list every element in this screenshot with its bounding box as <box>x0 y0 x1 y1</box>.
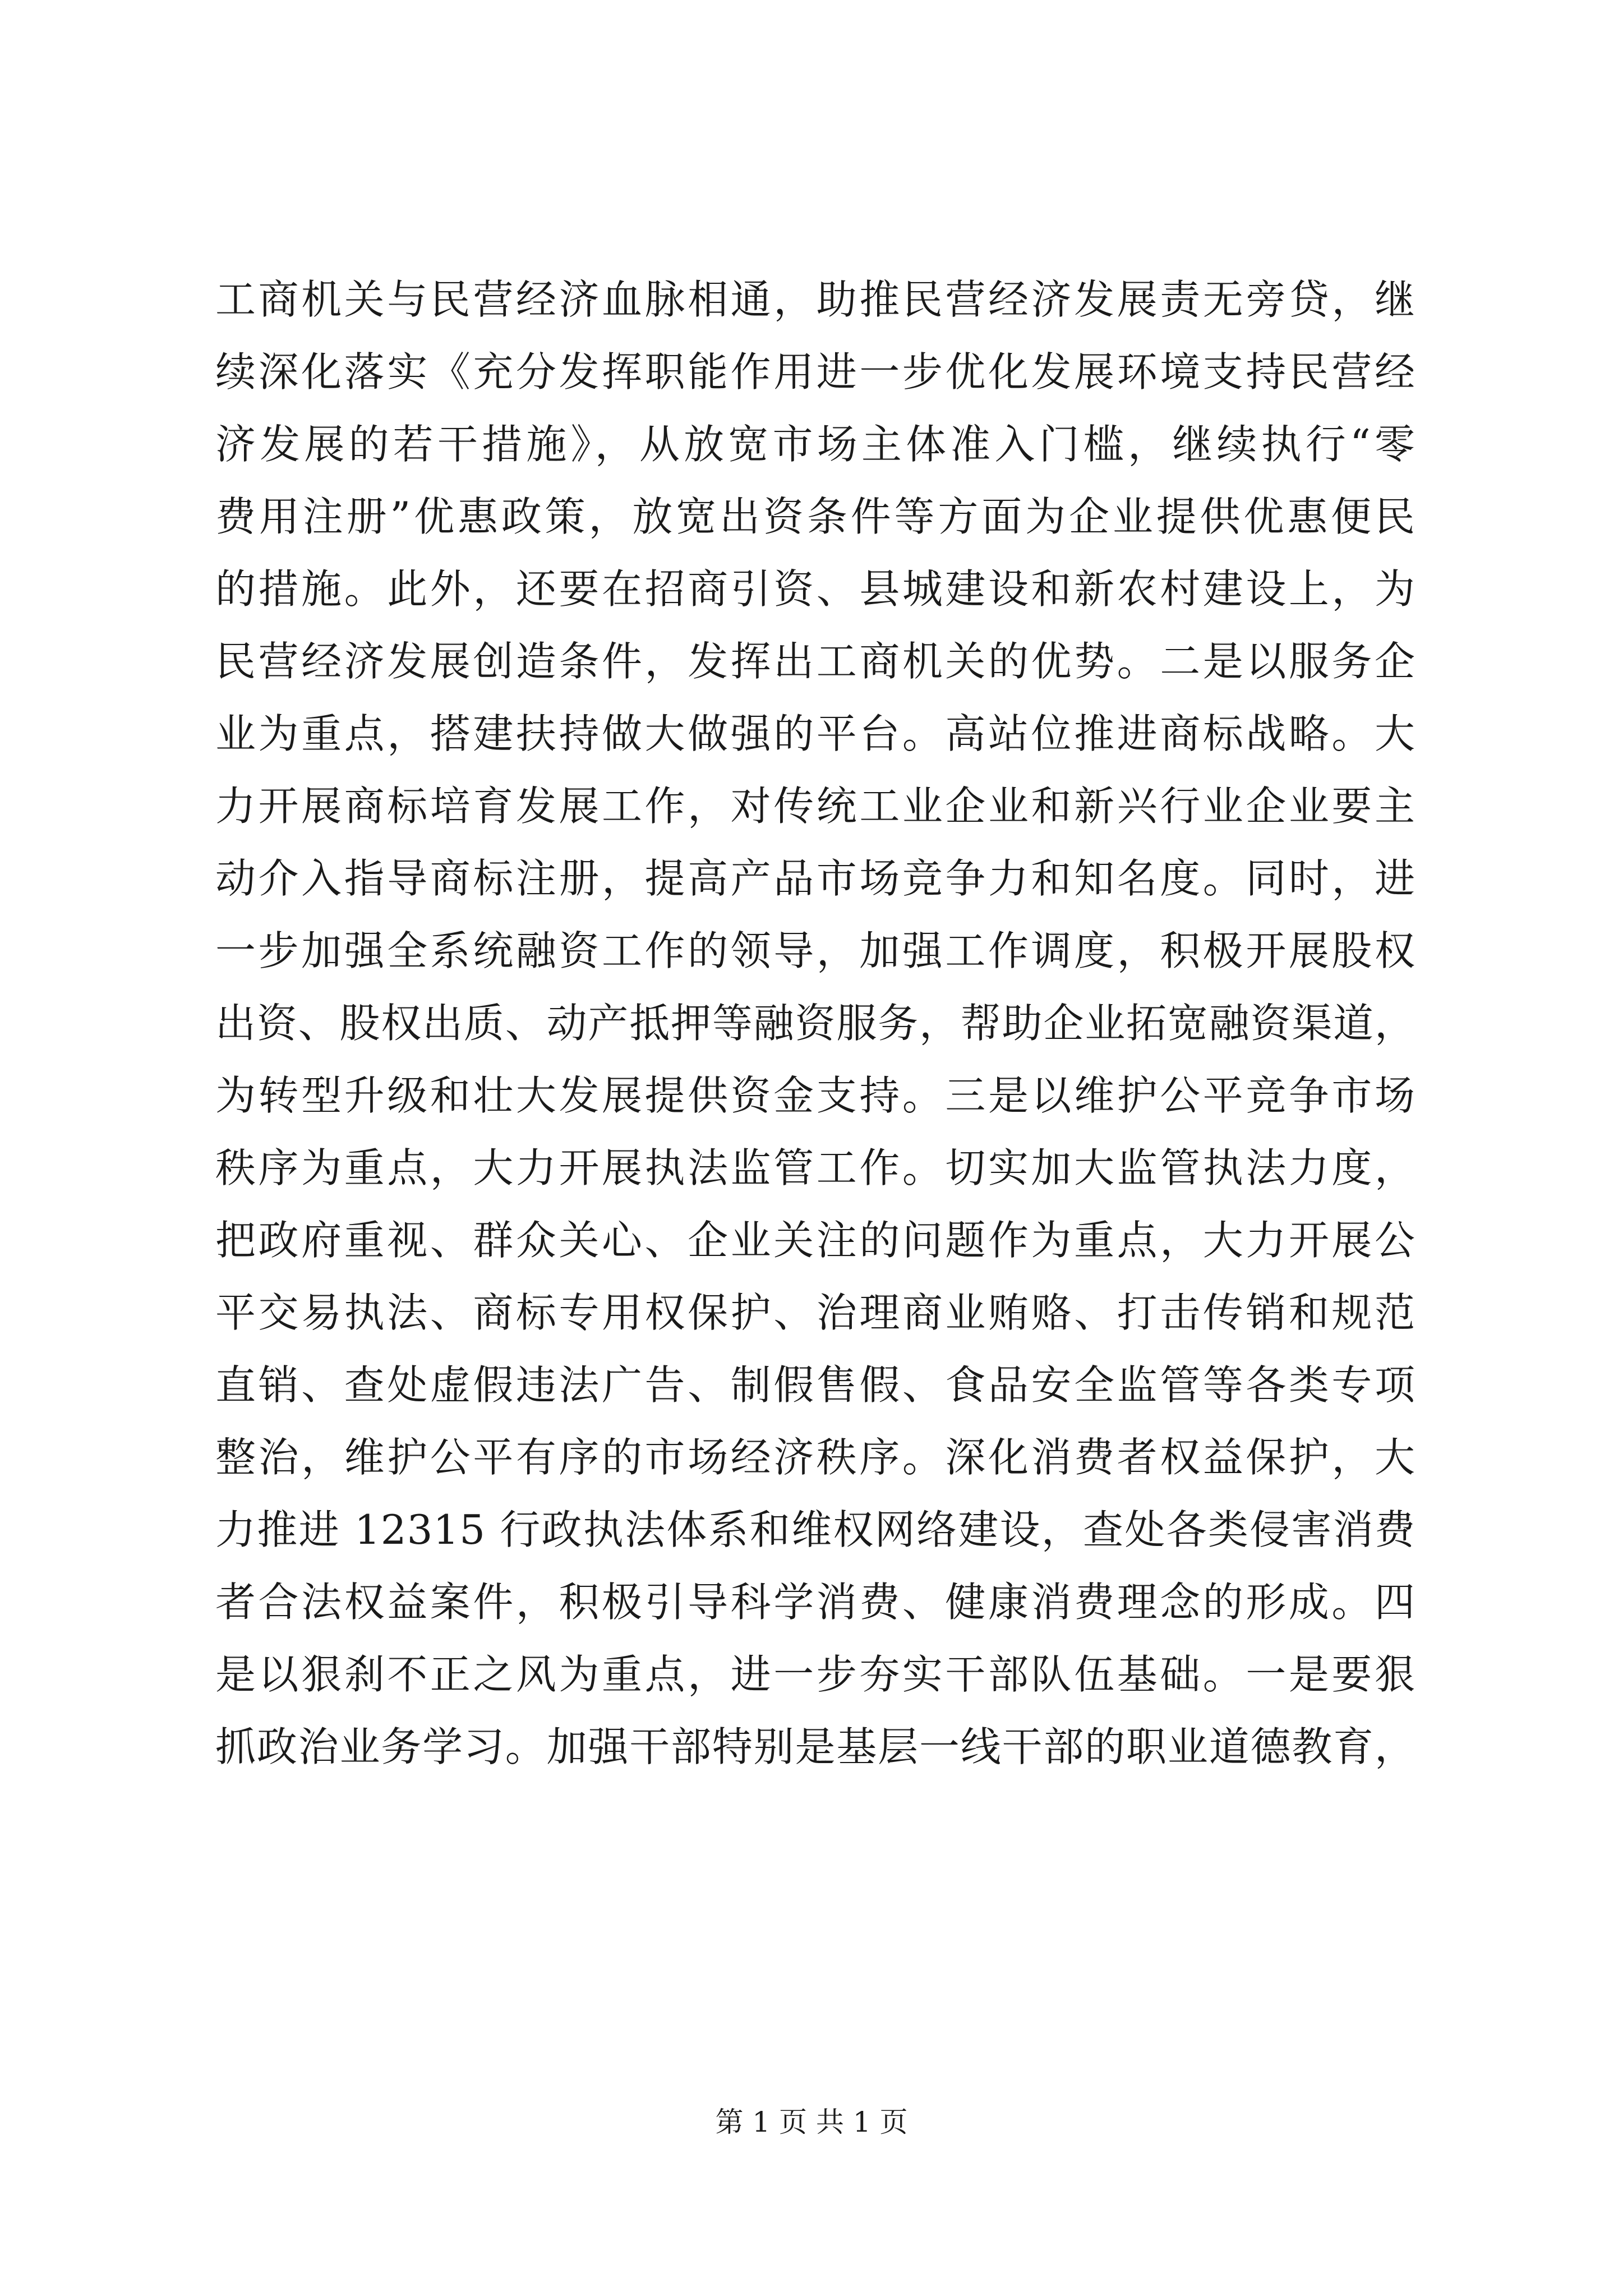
text-line: 的措施。此外，还要在招商引资、县城建设和新农村建设上，为 <box>215 565 1415 613</box>
text-line: 济发展的若干措施》，从放宽市场主体准入门槛，继续执行“零 <box>215 421 1415 468</box>
text-line: 业为重点，搭建扶持做大做强的平台。高站位推进商标战略。大 <box>215 710 1415 757</box>
text-line: 一步加强全系统融资工作的领导，加强工作调度，积极开展股权 <box>215 927 1415 974</box>
text-line: 平交易执法、商标专用权保护、治理商业贿赂、打击传销和规范 <box>215 1289 1415 1336</box>
page-number-footer: 第 1 页 共 1 页 <box>715 2106 908 2138</box>
body-paragraph <box>215 264 1415 1783</box>
text-line: 整治，维护公平有序的市场经济秩序。深化消费者权益保护，大 <box>215 1434 1415 1481</box>
text-line: 是以狠刹不正之风为重点，进一步夯实干部队伍基础。一是要狠 <box>215 1651 1415 1698</box>
text-line: 者合法权益案件，积极引导科学消费、健康消费理念的形成。四 <box>215 1579 1415 1626</box>
text-line: 抓政治业务学习。加强干部特别是基层一线干部的职业道德教育， <box>215 1723 1415 1770</box>
text-line: 出资、股权出质、动产抵押等融资服务，帮助企业拓宽融资渠道， <box>215 1000 1415 1047</box>
text-line: 续深化落实《充分发挥职能作用进一步优化发展环境支持民营经 <box>215 348 1415 395</box>
text-line: 秩序为重点，大力开展执法监管工作。切实加大监管执法力度， <box>215 1144 1415 1191</box>
text-line: 为转型升级和壮大发展提供资金支持。三是以维护公平竞争市场 <box>215 1072 1415 1119</box>
text-line: 把政府重视、群众关心、企业关注的问题作为重点，大力开展公 <box>215 1217 1415 1264</box>
text-line: 力推进 12315 行政执法体系和维权网络建设，查处各类侵害消费 <box>215 1506 1415 1553</box>
text-line: 费用注册”优惠政策，放宽出资条件等方面为企业提供优惠便民 <box>215 493 1415 540</box>
text-line: 直销、查处虚假违法广告、制假售假、食品安全监管等各类专项 <box>215 1361 1415 1409</box>
text-line: 工商机关与民营经济血脉相通，助推民营经济发展责无旁贷，继 <box>215 276 1415 323</box>
text-line: 民营经济发展创造条件，发挥出工商机关的优势。二是以服务企 <box>215 638 1415 685</box>
text-line: 力开展商标培育发展工作，对传统工业企业和新兴行业企业要主 <box>215 783 1415 830</box>
text-line: 动介入指导商标注册，提高产品市场竞争力和知名度。同时，进 <box>215 855 1415 902</box>
